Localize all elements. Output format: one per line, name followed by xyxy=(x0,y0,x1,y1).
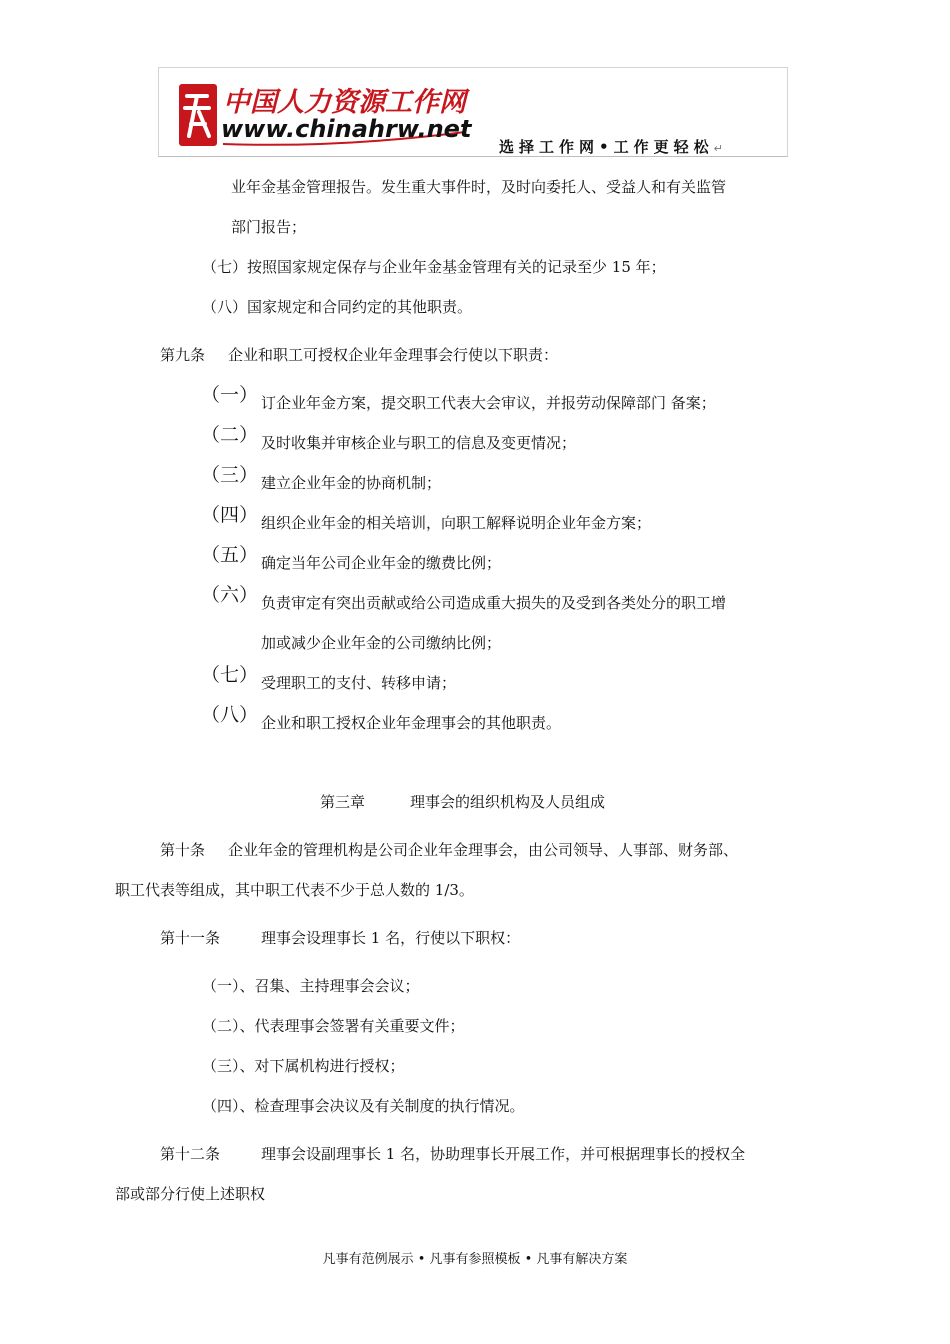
article-9-title: 第九条 xyxy=(160,346,206,364)
list-item-number: （五） xyxy=(201,544,259,566)
page-footer: 凡事有范例展示 • 凡事有参照模板 • 凡事有解决方案 xyxy=(322,1252,628,1267)
list-item-text: 负责审定有突出贡献或给公司造成重大损失的及受到各类处分的职工增 xyxy=(261,594,727,612)
article-10-title: 第十条 xyxy=(160,841,206,859)
list-item-text: 受理职工的支付、转移申请； xyxy=(261,674,457,692)
list-item-text: 确定当年公司企业年金的缴费比例； xyxy=(261,554,502,572)
article-9-text: 企业和职工可授权企业年金理事会行使以下职责： xyxy=(228,346,559,364)
list-item-number: （八） xyxy=(201,704,259,726)
chapter-title: 理事会的组织机构及人员组成 xyxy=(410,793,606,811)
text-line: 部门报告； xyxy=(231,218,307,236)
article-11-title: 第十一条 xyxy=(160,929,221,947)
chapter-number: 第三章 xyxy=(320,793,366,811)
list-item-text: 组织企业年金的相关培训，向职工解释说明企业年金方案； xyxy=(261,514,652,532)
list-item-number: （七） xyxy=(201,664,259,686)
article-11-text: 理事会设理事长 1 名，行使以下职权： xyxy=(261,929,521,947)
text-line: （七）按照国家规定保存与企业年金基金管理有关的记录至少 15 年； xyxy=(202,258,666,276)
article-12-title: 第十二条 xyxy=(160,1145,221,1163)
logo-url[interactable]: www.chinahrw.net xyxy=(221,115,472,143)
list-item-number: （四） xyxy=(201,504,259,526)
article-10-text: 企业年金的管理机构是公司企业年金理事会，由公司领导、人事部、财务部、 xyxy=(228,841,739,859)
logo-chinese-name: 中国人力资源工作网 xyxy=(223,87,466,118)
text-line: 业年金基金管理报告。发生重大事件时，及时向委托人、受益人和有关监管 xyxy=(231,178,727,196)
text-line: （八）国家规定和合同约定的其他职责。 xyxy=(202,298,473,316)
list-item-text: 订企业年金方案，提交职工代表大会审议，并报劳动保障部门 备案； xyxy=(261,394,716,412)
site-header-banner xyxy=(158,67,788,157)
list-item: （三）、对下属机构进行授权； xyxy=(202,1057,405,1075)
list-item-number: （六） xyxy=(201,584,259,606)
list-item: （四）、检查理事会决议及有关制度的执行情况。 xyxy=(202,1097,525,1115)
list-item-text: 建立企业年金的协商机制； xyxy=(261,474,442,492)
header-slogan: 选择工作网•工作更轻松↵ xyxy=(499,138,723,156)
article-12-text: 理事会设副理事长 1 名，协助理事长开展工作，并可根据理事长的授权全 xyxy=(261,1145,746,1163)
paragraph-mark-icon: ↵ xyxy=(713,142,723,155)
list-item: （一）、召集、主持理事会会议； xyxy=(202,977,420,995)
list-item-number: （二） xyxy=(201,424,259,446)
list-item-text: 企业和职工授权企业年金理事会的其他职责。 xyxy=(261,714,562,732)
article-12-text-continued: 部或部分行使上述职权 xyxy=(115,1185,266,1203)
logo-emblem-icon xyxy=(177,80,219,150)
list-item-text-continued: 加或减少企业年金的公司缴纳比例； xyxy=(261,634,502,652)
list-item: （二）、代表理事会签署有关重要文件； xyxy=(202,1017,465,1035)
list-item-text: 及时收集并审核企业与职工的信息及变更情况； xyxy=(261,434,577,452)
article-10-text-continued: 职工代表等组成，其中职工代表不少于总人数的 1/3。 xyxy=(115,881,474,899)
list-item-number: （三） xyxy=(201,464,259,486)
list-item-number: （一） xyxy=(201,384,259,406)
